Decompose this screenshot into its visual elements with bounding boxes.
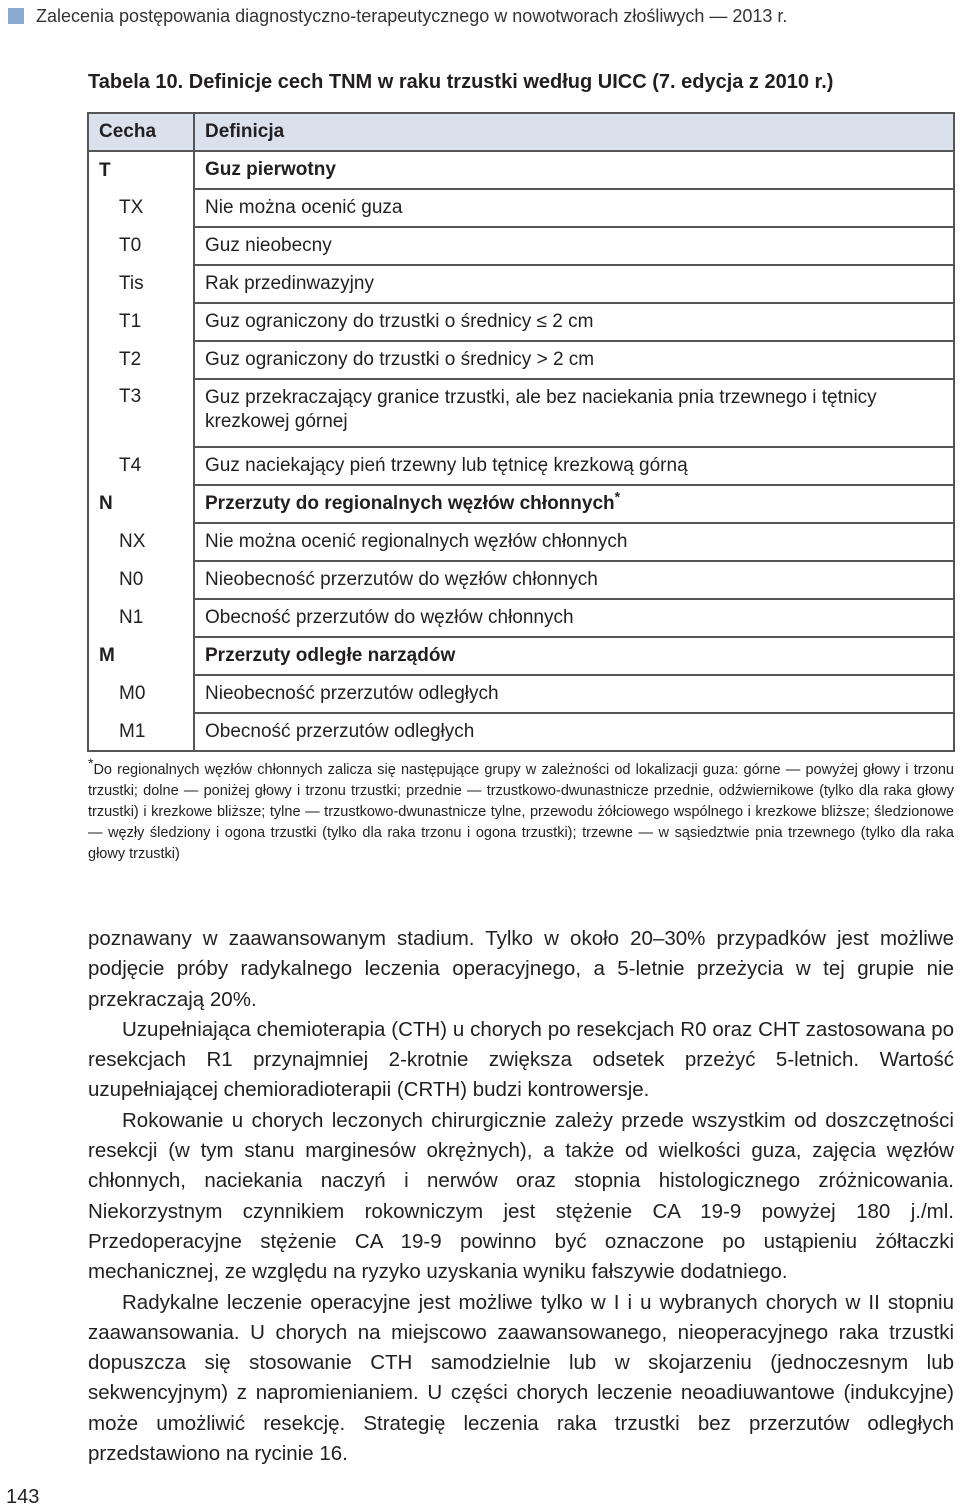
table-row [88, 675, 954, 713]
table-cell-definition: Guz naciekający pień trzewny lub tętnicę krezkową górną [194, 447, 954, 485]
table-row [88, 523, 954, 561]
table-cell-definition: Guz pierwotny [194, 151, 954, 189]
table-cell-definition: Guz przekraczający granice trzustki, ale bez naciekania pnia trzewnego i tętnicy krezkowej górnej [194, 379, 954, 447]
table-row [88, 561, 954, 599]
table-row [88, 379, 954, 447]
paragraph: Uzupełniająca chemioterapia (CTH) u chorych po resekcjach R0 oraz CHT zastosowana po resekcjach R1 przynajmniej 2-krotnie zwiększa odsetek przeżyć 5-letnich. Wartość uzupełniającej chemioradioterapii (CRTH) budzi kontrowersje. [88, 1017, 954, 1102]
table-row [88, 637, 954, 675]
table-cell-code: M0 [88, 675, 194, 713]
table-cell-code: N [88, 485, 194, 523]
footnote-marker: * [88, 755, 94, 772]
table-cell-definition: Nie można ocenić guza [194, 189, 954, 227]
table-cell-code: T [88, 151, 194, 189]
table-cell-code: NX [88, 523, 194, 561]
table-row [88, 189, 954, 227]
table-row [88, 485, 954, 523]
table-cell-definition: Przerzuty odległe narządów [194, 637, 954, 675]
table-cell-definition: Guz ograniczony do trzustki o średnicy > 2 cm [194, 341, 954, 379]
footnote-text: Do regionalnych węzłów chłonnych zalicza się następujące grupy w zależności od lokalizacji guza: górne — powyżej głowy i trzonu trzustki; dolne — poniżej głowy i trzonu trzustki; przednie — trzustkowo-dwunastnicze przednie, odźwiernikowe (tylko dla raka głowy trzustki) i krezkowe bliższe; tylne — trzustkowo-dwunastnicze tylne, przewodu żółciowego wspólnego i krezkowe bliższe; śledzionowe — węzły śledziony i ogona trzustki (tylko dla raka trzonu i ogona trzustki); trzewne — w sąsiedztwie pnia trzewnego (tylko dla raka głowy trzustki) [88, 762, 954, 862]
table-cell-definition [194, 485, 954, 523]
table-cell-definition: Nieobecność przerzutów odległych [194, 675, 954, 713]
table-cell-definition: Nie można ocenić regionalnych węzłów chłonnych [194, 523, 954, 561]
paragraph: Rokowanie u chorych leczonych chirurgicznie zależy przede wszystkim od doszczętności resekcji (w tym stanu marginesów okrężnych), a także od wielkości guza, zajęcia węzłów chłonnych, naciekania naczyń i nerwów oraz stopnia histologicznego zróżnicowania. Niekorzystnym czynnikiem rokowniczym jest stężenie CA 19-9 powyżej 180 j./ml. Przedoperacyjne stężenie CA 19-9 powinno być oznaczone po ustąpieniu żółtaczki mechanicznej, ze względu na ryzyko uzyskania wyniku fałszywie dodatniego. [88, 1108, 954, 1284]
table-row [88, 713, 954, 751]
table-cell-definition: Obecność przerzutów odległych [194, 713, 954, 751]
table-cell-definition: Rak przedinwazyjny [194, 265, 954, 303]
table-cell-code: M [88, 637, 194, 675]
column-header-feature: Cecha [88, 113, 194, 151]
table-cell-code: M1 [88, 713, 194, 751]
table-row [88, 303, 954, 341]
table-header-row [88, 113, 954, 151]
header-accent-square [8, 8, 24, 24]
paragraph: Radykalne leczenie operacyjne jest możliwe tylko w I i u wybranych chorych w II stopniu zaawansowania. U chorych na miejscowo zaawansowanego, nieoperacyjnego raka trzustki dopuszcza się stosowanie CTH samodzielnie lub w skojarzeniu (jednoczesnym lub sekwencyjnym) z napromienianiem. U części chorych leczenie neoadiuwantowe (indukcyjne) może umożliwić resekcję. Strategię leczenia raka trzustki bez przerzutów odległych przedstawiono na rycinie 16. [88, 1290, 954, 1466]
body-text [88, 924, 954, 1469]
table-cell-code: T0 [88, 227, 194, 265]
definition-text: Przerzuty do regionalnych węzłów chłonnych [205, 493, 615, 514]
table-cell-code: T3 [88, 379, 194, 447]
table-cell-code: TX [88, 189, 194, 227]
table-cell-definition: Guz nieobecny [194, 227, 954, 265]
table-cell-code: Tis [88, 265, 194, 303]
footnote-marker: * [614, 488, 621, 505]
running-header [8, 4, 787, 28]
table-row [88, 227, 954, 265]
table-row [88, 447, 954, 485]
tnm-table [87, 112, 955, 752]
table-cell-code: N0 [88, 561, 194, 599]
table-cell-code: N1 [88, 599, 194, 637]
column-header-definition: Definicja [194, 113, 954, 151]
page-number: 143 [6, 1486, 40, 1508]
table-row [88, 599, 954, 637]
table-cell-code: T2 [88, 341, 194, 379]
table-row [88, 151, 954, 189]
table-cell-code: T1 [88, 303, 194, 341]
table-row [88, 341, 954, 379]
table-footnote [88, 755, 954, 865]
running-header-title: Zalecenia postępowania diagnostyczno-terapeutycznego w nowotworach złośliwych — 2013 r. [36, 5, 788, 26]
paragraph: poznawany w zaawansowanym stadium. Tylko w około 20–30% przypadków jest możliwe podjęcie próby radykalnego leczenia operacyjnego, a 5-letnie przeżycia w tej grupie nie przekraczają 20%. [88, 927, 954, 1011]
table-cell-definition: Obecność przerzutów do węzłów chłonnych [194, 599, 954, 637]
table-row [88, 265, 954, 303]
table-cell-definition: Guz ograniczony do trzustki o średnicy ≤ 2 cm [194, 303, 954, 341]
table-cell-code: T4 [88, 447, 194, 485]
table-cell-definition: Nieobecność przerzutów do węzłów chłonnych [194, 561, 954, 599]
table-title: Tabela 10. Definicje cech TNM w raku trzustki według UICC (7. edycja z 2010 r.) [88, 71, 834, 93]
